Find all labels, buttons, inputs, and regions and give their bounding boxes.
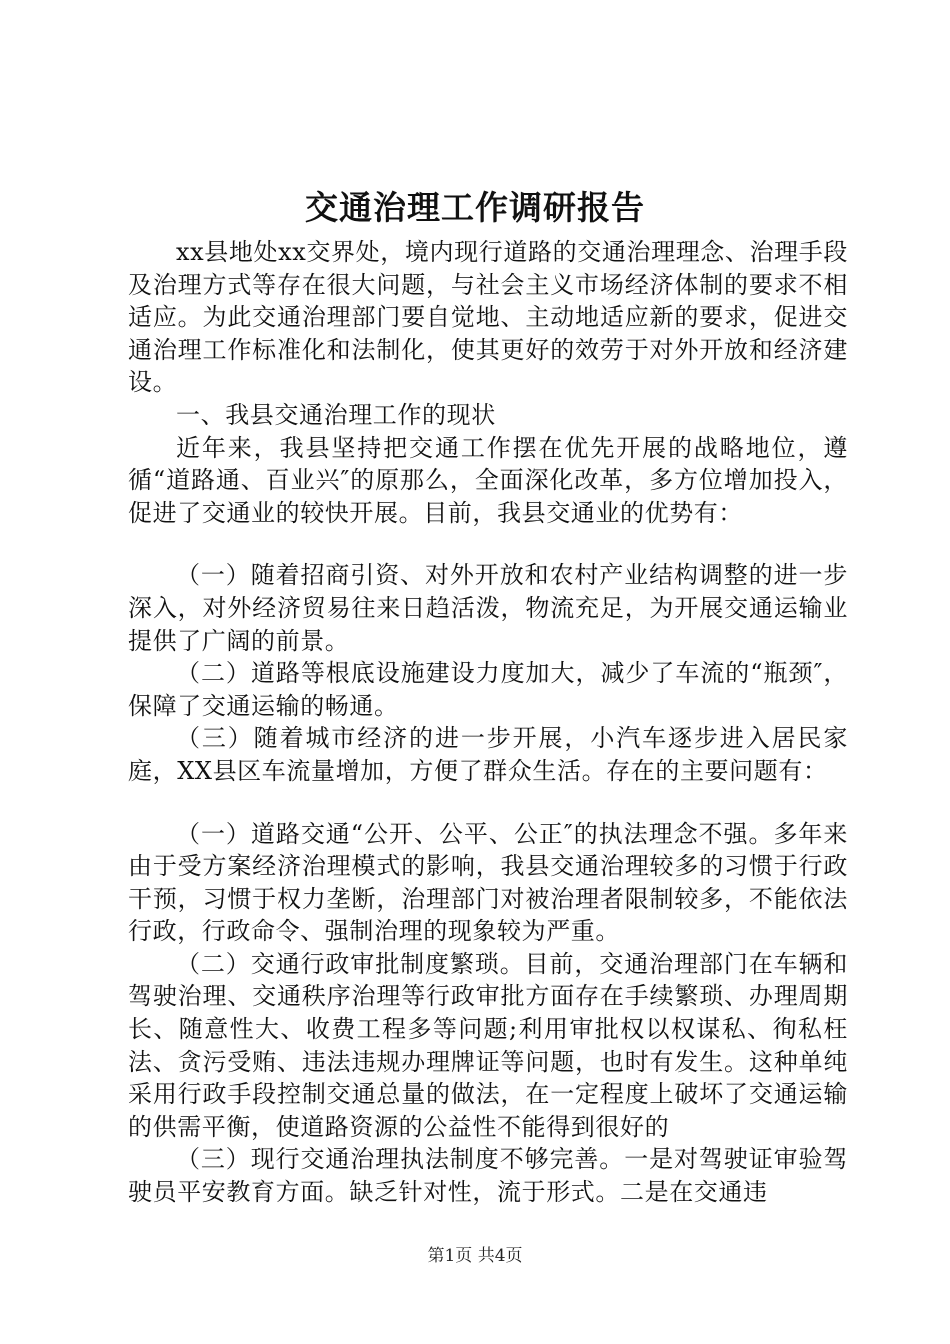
paragraph-problem-2: （二）交通行政审批制度繁琐。目前，交通治理部门在车辆和驾驶治理、交通秩序治理等行政审批方面存在手续繁琐、办理周期长、随意性大、收费工程多等问题;利用审批权以权谋私、徇私枉法、贪污受贿、违法违规办理牌证等问题，也时有发生。这种单纯采用行政手段控制交通总量的做法，在一定程度上破坏了交通运输的供需平衡，使道路资源的公益性不能得到很好的 [128, 949, 848, 1141]
paragraph-problem-3: （三）现行交通治理执法制度不够完善。一是对驾驶证审验驾驶员平安教育方面。缺乏针对性，流于形式。二是在交通违 [128, 1145, 848, 1207]
document-title: 交通治理工作调研报告 [305, 188, 645, 227]
paragraph-intro: xx县地处xx交界处，境内现行道路的交通治理理念、治理手段及治理方式等存在很大问题，与社会主义市场经济体制的要求不相适应。为此交通治理部门要自觉地、主动地适应新的要求，促进交通治理工作标准化和法制化，使其更好的效劳于对外开放和经济建设。 [128, 238, 848, 397]
paragraph-advantage-2: （二）道路等根底设施建设力度加大，减少了车流的“瓶颈″，保障了交通运输的畅通。 [128, 659, 848, 720]
section-heading-status: 一、我县交通治理工作的现状 [176, 400, 496, 429]
paragraph-advantage-1: （一）随着招商引资、对外开放和农村产业结构调整的进一步深入，对外经济贸易往来日趋活泼，物流充足，为开展交通运输业提供了广阔的前景。 [128, 561, 848, 655]
paragraph-advantages-intro: 近年来，我县坚持把交通工作摆在优先开展的战略地位，遵循“道路通、百业兴″的原那么，全面深化改革，多方位增加投入，促进了交通业的较快开展。目前，我县交通业的优势有： [128, 433, 848, 527]
paragraph-advantage-3: （三）随着城市经济的进一步开展，小汽车逐步进入居民家庭，XX县区车流量增加，方便了群众生活。存在的主要问题有： [128, 724, 848, 785]
paragraph-problem-1: （一）道路交通“公开、公平、公正″的执法理念不强。多年来由于受方案经济治理模式的影响，我县交通治理较多的习惯于行政干预，习惯于权力垄断，治理部门对被治理者限制较多，不能依法行政，行政命令、强制治理的现象较为严重。 [128, 819, 848, 946]
document-body [128, 236, 848, 1209]
page-footer: 第1页 共4页 [427, 1246, 523, 1266]
